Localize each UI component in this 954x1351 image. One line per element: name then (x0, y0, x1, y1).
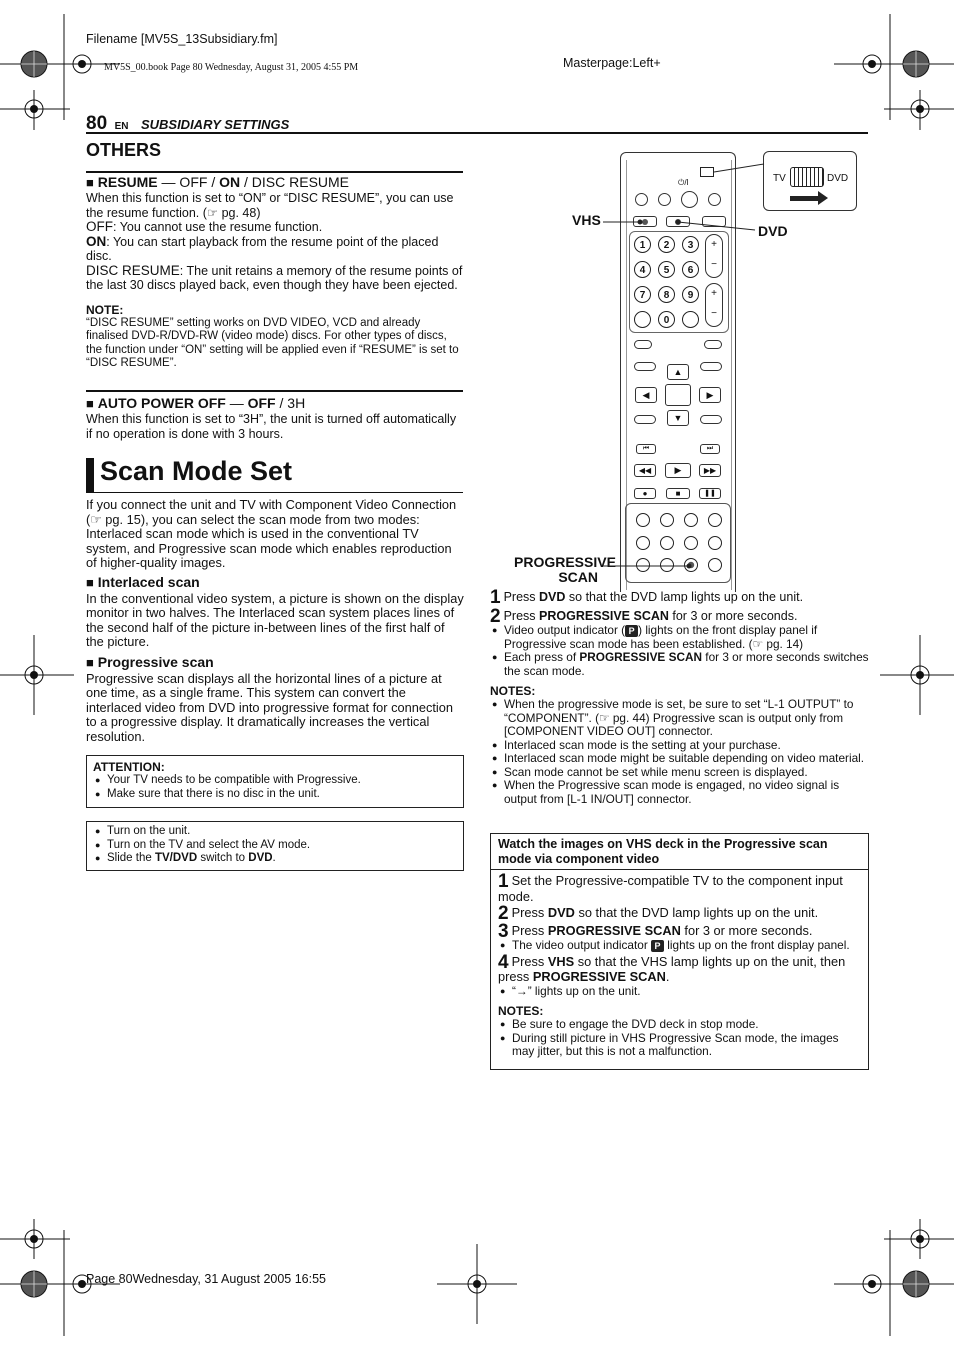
vhs-step-1 (498, 871, 861, 904)
footer-text: Page 80Wednesday, 31 August 2005 16:55 (86, 1272, 327, 1286)
switch-tv-label: TV (773, 173, 786, 184)
resume-intro: When this function is set to “ON” or “DISC RESUME”, you can use the resume function. (☞ pg. 48) (86, 191, 454, 220)
switch-leader-line (712, 160, 767, 180)
vhs-step-bullet (498, 939, 861, 953)
scan-body (86, 498, 464, 744)
resume-title-options: — OFF / (157, 174, 220, 190)
vhs-note-item: ● Be sure to engage the DVD deck in stop mode. (498, 1018, 861, 1032)
resume-title-rest: / DISC RESUME (240, 174, 350, 190)
tv-dvd-switch[interactable] (790, 167, 824, 187)
square-bullet-icon: ■ (86, 574, 94, 590)
resume-on-text: : You can start playback from the resume point of the placed disc. (86, 234, 439, 263)
skip-forward-button[interactable]: ⏭ (700, 444, 720, 454)
note-item: ● When the Progressive scan mode is engaged, no video signal is output from [L-1 IN/OUT] connector. (490, 779, 870, 806)
play-button[interactable]: ▶ (665, 463, 691, 478)
channel-rocker[interactable]: + − (705, 234, 723, 278)
bullet-2-pre: Each press of (504, 650, 580, 664)
vhs-step-3 (498, 920, 861, 942)
note-item: ● When the progressive mode is set, be sure to set “L-1 OUTPUT” to “COMPONENT”. (☞ pg. 44) Progressive scan is output only from [COMPONENT VIDEO OUT] connector. (490, 698, 870, 739)
step-1-post: so that the DVD lamp lights up on the unit. (565, 590, 804, 604)
resume-title-bold: RESUME (97, 174, 158, 190)
vhs-notes-label: NOTES: (498, 1004, 544, 1018)
remote-button[interactable] (708, 193, 721, 206)
progressive-callout-label (514, 554, 616, 585)
steps-section (490, 587, 870, 806)
others-rule (86, 171, 463, 173)
note-item: ● Interlaced scan mode is the setting at your purchase. (490, 739, 870, 753)
resume-disc (86, 264, 464, 293)
resume-section (86, 174, 464, 371)
resume-note-text: “DISC RESUME” setting works on DVD VIDEO, VCD and already finalised DVD-R/DVD-RW (video mode) discs. For other types of discs, the function under “ON” setting will be applied even if “RESUME” is set to “DISC RESUME”. (86, 316, 459, 369)
fast-forward-button[interactable]: ▶▶ (699, 464, 721, 477)
key-6[interactable]: 6 (682, 261, 699, 278)
heading-bar (86, 458, 94, 492)
step-number: 2 (498, 903, 509, 924)
vhs-box-title: Watch the images on VHS deck in the Progressive scan mode via component video (491, 834, 868, 870)
vhs-bullet-3-post: lights up on the front display panel. (664, 938, 850, 952)
prep-slide-switch: TV/DVD (154, 852, 198, 864)
step-number: 1 (490, 587, 501, 608)
key-3[interactable]: 3 (682, 236, 699, 253)
step-number: 4 (498, 951, 509, 973)
step-2 (490, 605, 870, 627)
pause-button[interactable]: ❚❚ (699, 488, 721, 499)
header-rule (86, 132, 868, 134)
vhs-step-4-pre: Press (511, 953, 548, 969)
step-number: 3 (498, 920, 509, 942)
step-1-key: DVD (539, 590, 566, 604)
prep-item: ● Turn on the unit. (93, 825, 457, 839)
right-button[interactable]: ▶ (699, 387, 721, 403)
step-1-pre: Press (503, 590, 540, 604)
callout-lines (595, 210, 760, 580)
note-item: ● Scan mode cannot be set while menu screen is displayed. (490, 766, 870, 780)
resume-disc-label: DISC RESUME (86, 262, 180, 278)
progressive-label-line2: SCAN (558, 569, 598, 585)
scan-heading: Scan Mode Set (100, 456, 293, 486)
step-bullet (490, 651, 870, 678)
dvd-callout-label: DVD (758, 223, 788, 239)
resume-off-label: OFF (86, 219, 113, 234)
prep-slide-mid: switch to (197, 852, 249, 864)
bullet-1-post: ) lights on the front display panel if Progressive scan mode has been established. (☞ pg. 14) (504, 623, 818, 651)
others-heading: OTHERS (86, 140, 162, 160)
vhs-step-4-mid: so that the VHS lamp lights up on the unit, then press (498, 953, 846, 984)
vhs-step-3-pre: Press (511, 922, 548, 938)
key-5[interactable]: 5 (658, 261, 675, 278)
scan-rule (86, 492, 463, 493)
progressive-title (86, 654, 464, 670)
auto-power-text: When this function is set to “3H”, the unit is turned off automatically if no operation is done with 3 hours. (86, 412, 457, 441)
vhs-step-2-post: so that the DVD lamp lights up on the unit. (574, 905, 819, 920)
bullet-2-post: for 3 or more seconds switches the scan mode. (504, 650, 869, 678)
scan-intro: If you connect the unit and TV with Component Video Connection (☞ pg. 15), you can select the scan mode from two modes: Interlaced scan mode which is used in the conventional TV system, and Progressive scan mode which enables reproduction of higher-quality images. (86, 497, 457, 570)
key-7[interactable]: 7 (634, 286, 651, 303)
switch-arrow-icon (818, 191, 828, 205)
prep-slide-end: . (272, 852, 276, 864)
remote-button[interactable] (658, 193, 671, 206)
switch-arrow-shaft (790, 196, 820, 201)
volume-rocker[interactable]: + − (705, 283, 723, 327)
bullet-2-key: PROGRESSIVE SCAN (579, 650, 703, 664)
attention-item: ● Make sure that there is no disc in the unit. (93, 788, 457, 802)
prep-item: ● Turn on the TV and select the AV mode. (93, 839, 457, 853)
bullet-1-pre: Video output indicator ( (504, 623, 626, 637)
skip-back-button[interactable]: ⏮ (636, 444, 656, 454)
prep-slide-pre: Slide the (107, 852, 155, 864)
key-0[interactable]: 0 (658, 311, 675, 328)
auto-power-section (86, 395, 464, 441)
vhs-step-1-text: Set the Progressive-compatible TV to the component input mode. (498, 873, 843, 904)
vhs-step-3-key: PROGRESSIVE SCAN (547, 922, 681, 938)
progressive-indicator-icon: P (625, 625, 638, 637)
up-button[interactable]: ▲ (667, 364, 689, 380)
step-1 (490, 587, 870, 608)
book-info: MV5S_00.book Page 80 Wednesday, August 31, 2005 4:55 PM (104, 62, 359, 73)
preparation-box (86, 821, 464, 871)
auto-power-title-rest: / 3H (275, 395, 306, 411)
progressive-title-text: Progressive scan (97, 653, 214, 670)
key-4[interactable]: 4 (634, 261, 651, 278)
prep-slide-dvd: DVD (248, 852, 273, 864)
vhs-step-4 (498, 951, 861, 985)
auto-power-title (86, 395, 464, 411)
power-button[interactable] (681, 191, 698, 208)
down-button[interactable]: ▼ (667, 410, 689, 426)
resume-disc-text: : The unit retains a memory of the resume points of the last 30 discs played back, even though they have been ejected. (86, 263, 463, 292)
key-1[interactable]: 1 (634, 236, 651, 253)
interlaced-title (86, 574, 464, 590)
resume-title-on: ON (219, 174, 241, 190)
step-2-pre: Press (503, 608, 540, 623)
vhs-step-bullet: ● “→” lights up on the unit. (498, 985, 861, 999)
resume-note-label: NOTE: (86, 302, 124, 317)
step-number: 2 (490, 605, 501, 627)
vhs-step-4-post: . (665, 969, 670, 984)
key-8[interactable]: 8 (658, 286, 675, 303)
attention-box (86, 755, 464, 808)
square-bullet-icon: ■ (86, 654, 94, 670)
masterpage-label: Masterpage:Left+ (563, 56, 661, 70)
vhs-step-4-key2: PROGRESSIVE SCAN (532, 969, 666, 984)
record-button[interactable]: ● (634, 488, 656, 499)
vhs-bullet-3-pre: The video output indicator (512, 938, 652, 952)
switch-dvd-label: DVD (827, 173, 849, 184)
square-bullet-icon: ■ (86, 396, 94, 411)
step-2-post: for 3 or more seconds. (668, 608, 798, 623)
vhs-callout-label: VHS (572, 212, 601, 228)
resume-off-text: : You cannot use the resume function. (113, 220, 323, 234)
lang-code: EN (114, 121, 129, 132)
progressive-text: Progressive scan displays all the horizontal lines of a picture at one time, as a single frame. This system can convert the interlaced video from DVD into progressive format for connection to a progressive display. It dramatically increases the vertical resolution. (86, 670, 454, 744)
prep-item-slide (93, 852, 457, 866)
rewind-button[interactable]: ◀◀ (634, 464, 656, 477)
vhs-step-2 (498, 903, 861, 924)
resume-off (86, 220, 464, 235)
interlaced-text: In the conventional video system, a picture is shown on the display monitor in two halves. The Interlaced scan system places lines of the second half of the picture in-between lines of the first half of the picture. (86, 590, 464, 649)
vhs-step-3-post: for 3 or more seconds. (680, 922, 813, 938)
progressive-indicator-icon: P (651, 940, 664, 952)
auto-power-title-off: OFF (247, 395, 276, 411)
notes-label: NOTES: (490, 684, 536, 698)
vhs-step-2-key: DVD (547, 905, 575, 920)
vhs-step-2-pre: Press (511, 905, 548, 920)
interlaced-title-text: Interlaced scan (97, 573, 200, 590)
key-9[interactable]: 9 (682, 286, 699, 303)
page-number: 80 (86, 113, 108, 134)
remote-button[interactable] (635, 193, 648, 206)
step-2-key: PROGRESSIVE SCAN (539, 608, 669, 623)
auto-power-rule (86, 390, 463, 392)
attention-item: ● Your TV needs to be compatible with Progressive. (93, 774, 457, 788)
auto-power-title-bold: AUTO POWER OFF (97, 395, 226, 411)
square-bullet-icon: ■ (86, 175, 94, 190)
resume-on-label: ON (86, 233, 107, 249)
step-bullet (490, 624, 870, 651)
vhs-progressive-box (490, 833, 869, 1070)
power-icon: ⏻/I (678, 178, 689, 187)
section-title: SUBSIDIARY SETTINGS (140, 117, 290, 132)
auto-power-title-mid: — (225, 395, 248, 411)
key-2[interactable]: 2 (658, 236, 675, 253)
vhs-step-4-key: VHS (547, 953, 575, 969)
note-item: ● Interlaced scan mode might be suitable depending on video material. (490, 752, 870, 766)
resume-on (86, 235, 464, 264)
left-button[interactable]: ◀ (635, 387, 657, 403)
attention-label: ATTENTION: (93, 760, 165, 774)
progressive-label-line1: PROGRESSIVE (514, 554, 616, 570)
resume-title (86, 174, 464, 190)
vhs-note-item: ● During still picture in VHS Progressive Scan mode, the images may jitter, but this is not a malfunction. (498, 1032, 861, 1059)
step-number: 1 (498, 871, 509, 892)
stop-button[interactable]: ■ (666, 488, 690, 499)
filename-label: Filename [MV5S_13Subsidiary.fm] (86, 32, 278, 46)
